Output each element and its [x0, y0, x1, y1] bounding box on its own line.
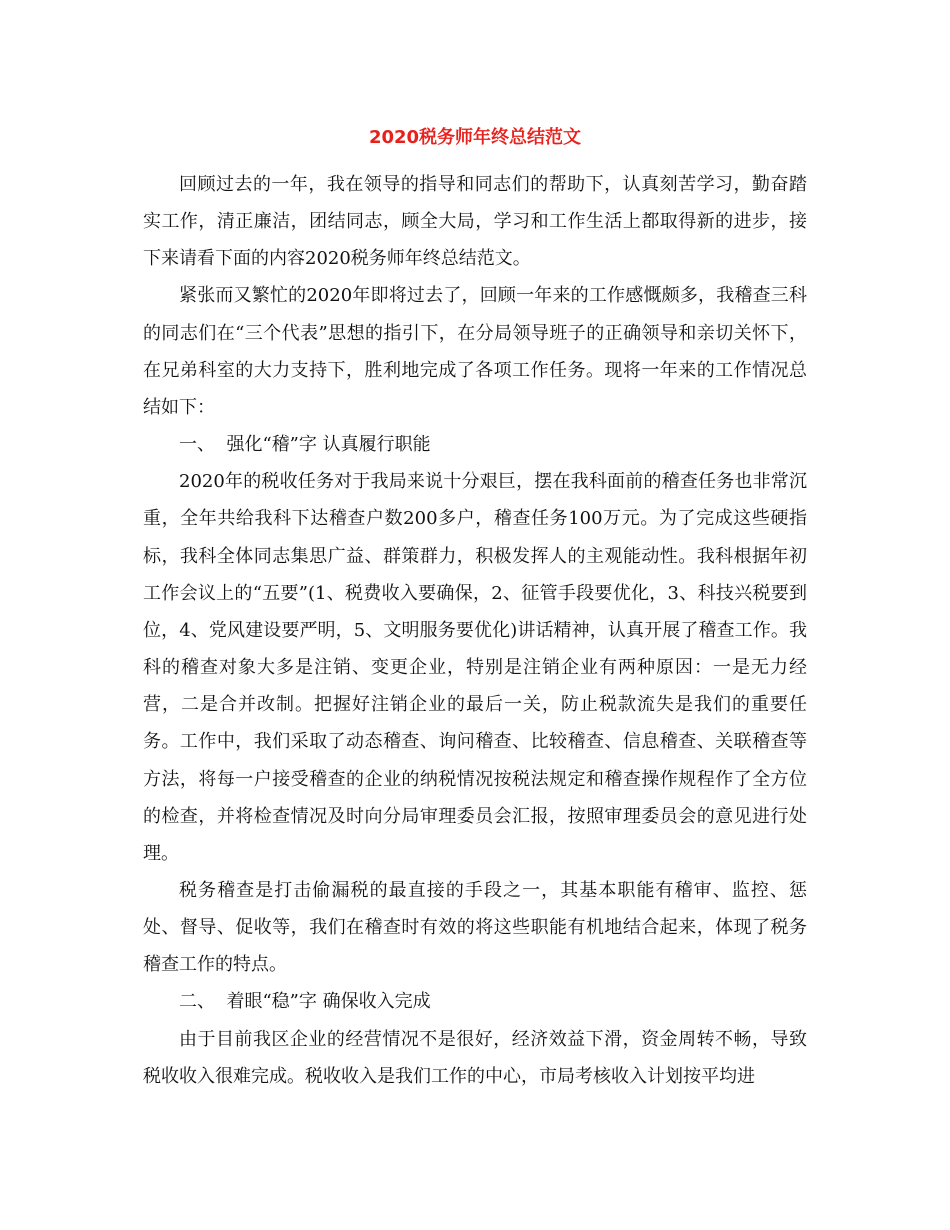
section-2-paragraph-1: 由于目前我区企业的经营情况不是很好，经济效益下滑，资金周转不畅，导致税收收入很难完成。税收收入是我们工作的中心，市局考核收入计划按平均进 [143, 1028, 807, 1087]
document-title: 2020税务师年终总结范文 [368, 127, 582, 148]
section-1-paragraph-1: 2020年的税收任务对于我局来说十分艰巨，摆在我科面前的稽查任务也非常沉重，全年共给我科下达稽查户数200多户，稽查任务100万元。为了完成这些硬指标，我科全体同志集思广益、群策群力，积极发挥人的主观能动性。我科根据年初工作会议上的“五要”(1、税费收入要确保，2、征管手段要优化，3、科技兴税要到位，4、党风建设要严明，5、文明服务要优化)讲话精神，认真开展了稽查工作。我科的稽查对象大多是注销、变更企业，特别是注销企业有两种原因：一是无力经营，二是合并改制。把握好注销企业的最后一关，防止税款流失是我们的重要任务。工作中，我们采取了动态稽查、询问稽查、比较稽查、信息稽查、关联稽查等方法，将每一户接受稽查的企业的纳税情况按税法规定和稽查操作规程作了全方位的检查，并将检查情况及时向分局审理委员会汇报，按照审理委员会的意见进行处理。 [143, 471, 807, 864]
section-heading-2: 二、 着眼“稳”字 确保收入完成 [179, 991, 431, 1013]
overview-paragraph: 紧张而又繁忙的2020年即将过去了，回顾一年来的工作感慨颇多，我稽查三科的同志们在“三个代表”思想的指引下，在分局领导班子的正确领导和亲切关怀下，在兄弟科室的大力支持下，胜利地完成了各项工作任务。现将一年来的工作情况总结如下： [143, 285, 807, 418]
section-1-paragraph-2: 税务稽查是打击偷漏税的最直接的手段之一，其基本职能有稽审、监控、惩处、督导、促收等，我们在稽查时有效的将这些职能有机地结合起来，体现了税务稽查工作的特点。 [143, 879, 807, 976]
document-body [143, 166, 807, 1095]
intro-paragraph: 回顾过去的一年，我在领导的指导和同志们的帮助下，认真刻苦学习，勤奋踏实工作，清正廉洁，团结同志，顾全大局，学习和工作生活上都取得新的进步，接下来请看下面的内容2020税务师年终总结范文。 [143, 174, 807, 270]
section-heading-1: 一、 强化“稽”字 认真履行职能 [179, 434, 431, 456]
